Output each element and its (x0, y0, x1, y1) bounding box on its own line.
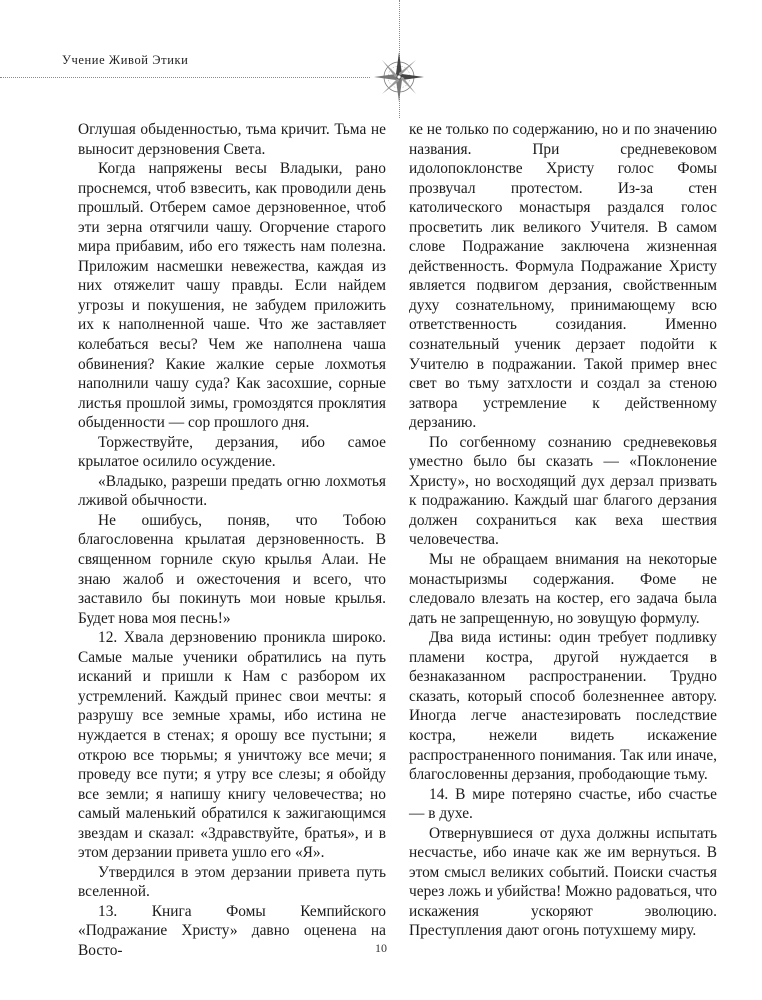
paragraph: Мы не обращаем внимания на некоторые монастыризмы содержания. Фоме не следовало влезать на костер, его задача была дать не запрещенную, но зовущую формулу. (409, 551, 717, 627)
paragraph: Не ошибусь, поняв, что Тобою благословенна крылатая дерзновенность. В священном горниле скую крылья Алаи. Не знаю жалоб и ожесточения и всего, что заставило бы покинуть мои новые крылья. Будет нова моя песнь!» (78, 511, 386, 627)
paragraph: Оглушая обыденностью, тьма кричит. Тьма не выносит дерзновения Света. (78, 121, 386, 158)
paragraph: Отвернувшиеся от духа должны испытать несчастье, ибо иначе как же им вернуться. В этом смысл великих событий. Поиски счастья через ложь и убийства! Можно радоваться, что искажения ускоряют эволюцию. Преступления дают огонь потухшему миру. (409, 824, 717, 940)
paragraph: «Владыко, разреши предать огню лохмотья лживой обычности. (78, 472, 386, 510)
paragraph: 12. Хвала дерзновению проникла широко. Самые малые ученики обратились на путь исканий и пришли к Нам с разбором их устремлений. Каждый принес свои мечты: я разрушу все земные храмы, ибо истина не нуждается в стенах; я орошу все пустыни; я открою все тюрьмы; я уничтожу все мечи; я проведу все пути; я утру все слезы; я обойду все земли; я напишу книгу человечества; но самый маленький обратился к зажигающимся звездам и сказал: «Здравствуйте, братья», и в этом дерзании привета ушло его «Я». (78, 629, 386, 862)
paragraph: 13. Книга Фомы Кемпийского «Подражание Христу» давно оценена на Восто- (78, 902, 386, 959)
page-number: 10 (375, 941, 387, 955)
text-column-left (78, 120, 386, 961)
paragraph: По согбенному сознанию средневековья уместно было бы сказать — «Поклонение Христу», но восходящий дух дерзал призвать к подражанию. Каждый шаг благого дерзания должен сохраниться как веха шествия человечества. (409, 433, 717, 549)
compass-rose-icon (372, 50, 426, 104)
running-head: Учение Живой Этики (62, 53, 189, 67)
page-header (0, 0, 762, 100)
paragraph: Утвердился в этом дерзании привета путь вселенной. (78, 863, 386, 901)
paragraph: 14. В мире потеряно счастье, ибо счастье — в духе. (409, 785, 717, 823)
text-column-right (409, 120, 717, 941)
paragraph: Два вида истины: один требует подливку пламени костра, другой нуждается в безнаказанном распространении. Трудно сказать, который способ болезненнее автору. Иногда легче анастезировать последствие костра, нежели видеть искажение распространенного понимания. Так или иначе, благословенны дерзания, прободающие тьму. (409, 629, 717, 784)
paragraph: Торжествуйте, дерзания, ибо самое крылатое осилило осуждение. (78, 433, 386, 471)
header-rule (0, 77, 370, 78)
paragraph: Когда напряжены весы Владыки, рано проснемся, чтоб взвесить, как проводили день прошлый. Отберем самое дерзновенное, чтоб эти зерна отягчили чашу. Огорчение старого мира прибавим, ибо его тяжесть нам полезна. Приложим насмешки невежества, каждая из них отяжелит чашу правды. Если найдем угрозы и покушения, не забудем приложить их к наполненной чаше. Что же заставляет колебаться весы? Чем же наполнена чаша обвинения? Какие жалкие серые лохмотья наполнили чашу суда? Как засохшие, сорные листья прошлой зимы, громоздятся проклятия обыденности — сор прошлого дня. (78, 160, 386, 432)
paragraph: ке не только по содержанию, но и по значению названия. При средневековом идолопоклонстве Христу голос Фомы прозвучал протестом. Из-за стен католического монастыря раздался голос просветить лик великого Учителя. В самом слове Подражание заключена жизненная действенность. Формула Подражание Христу является подвигом дерзания, свойственным духу сознательному, принимающему всю ответственность созидания. Именно сознательный ученик дерзает подойти к Учителю в подражании. Такой пример внес свет во тьму затхлости и создал за стеною затвора устремление к действенному дерзанию. (409, 121, 717, 432)
